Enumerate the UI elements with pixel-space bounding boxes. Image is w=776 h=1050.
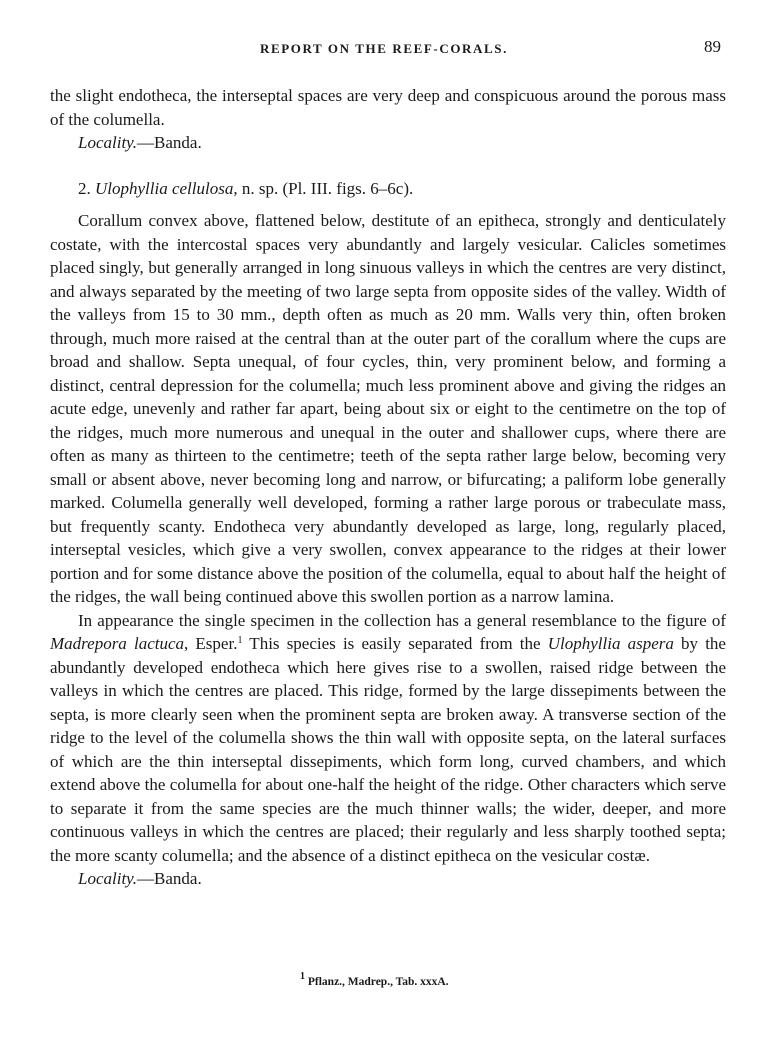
footnote-reference: 1: [237, 635, 243, 646]
species-ref-madrepora: Madrepora lactuca: [50, 634, 185, 653]
running-head: REPORT ON THE REEF-CORALS.: [260, 41, 508, 56]
species-heading: [50, 177, 726, 201]
body-text: [50, 84, 726, 891]
footnote-text: Pflanz., Madrep., Tab. xxxA.: [305, 976, 449, 988]
description-paragraph: Corallum convex above, flattened below, destitute of an epitheca, strongly and denticulately costate, with the intercostal spaces very abundantly and largely vesicular. Calicles sometimes placed singly, but generally arranged in long sinuous valleys in which the centres are very distinct, and always separated by the meeting of two large septa from opposite sides of the valley. Width of the valleys from 15 to 30 mm., depth often as much as 20 mm. Walls very thin, often broken through, much more raised at the central than at the outer part of the corallum where the cups are broad and shallow. Septa unequal, of four cycles, thin, very prominent below, and forming a distinct, central depression for the columella; much less prominent above and giving the ridges an acute edge, unevenly and rather far apart, being about six or eight to the centimetre on the top of the ridges, much more numerous and unequal in the outer and shallower cups, where there are often as many as thirteen to the centimetre; teeth of the septa rather large below, becoming very small or absent above, never becoming long and narrow, or bifurcating; a paliform lobe generally marked. Columella generally well developed, forming a rather large porous or trabeculate mass, but frequently scanty. Endotheca very abundantly developed as large, long, regularly placed, interseptal vesicles, which give a very swollen, convex appearance to the ridges at their lower portion and for some distance above the position of the columella, equal to about half the height of the ridges, the wall being continued above this swollen portion as a narrow lamina.: [50, 211, 726, 606]
comparison-paragraph: [50, 609, 726, 868]
locality-line: [50, 867, 726, 891]
locality-line: [50, 131, 726, 155]
locality-dash: —: [137, 869, 155, 888]
species-ref-ulophyllia-aspera: Ulophyllia aspera: [547, 634, 674, 653]
locality-label: Locality.: [78, 133, 138, 152]
continuation-paragraph: the slight endotheca, the interseptal spaces are very deep and conspicuous around the porous mass of the columella.: [50, 86, 726, 129]
species-name: Ulophyllia cellulosa: [95, 178, 234, 198]
comparison-text-3: This species is easily separated from the: [242, 634, 548, 653]
locality-value: Banda.: [154, 133, 202, 152]
footnote-mark: 1: [300, 971, 305, 982]
locality-dash: —: [137, 133, 155, 152]
comparison-text-4: by the abundantly developed endotheca which here gives rise to a swollen, raised ridge between the valleys in which the centres are placed. This ridge, formed by the large dissepiments between the septa, is more clearly seen when the prominent septa are broken away. A transverse section of the ridge to the level of the columella shows the thin wall with opposite septa, on the lateral surfaces of which are the thin interseptal dissepiments, which form long, curved chambers, and which extend above the columella for about one-half the height of the ridge. Other characters which serve to separate it from the same species are the much thinner walls; the wider, deeper, and more continuous valleys in which the centres are placed; their regularly and less sharply toothed septa; the more scanty columella; and the absence of a distinct epitheca on the vesicular costæ.: [50, 634, 726, 865]
comparison-text-2: , Esper.: [184, 634, 238, 653]
species-plate-ref: , n. sp. (Pl. III. figs. 6–6c).: [233, 178, 414, 198]
locality-value: Banda.: [154, 869, 202, 888]
species-number: 2.: [78, 178, 95, 198]
locality-label: Locality.: [78, 869, 138, 888]
comparison-text-1: In appearance the single specimen in the collection has a general resemblance to the figure of: [78, 610, 726, 630]
footnote: [300, 971, 449, 988]
page-number: 89: [704, 37, 721, 56]
